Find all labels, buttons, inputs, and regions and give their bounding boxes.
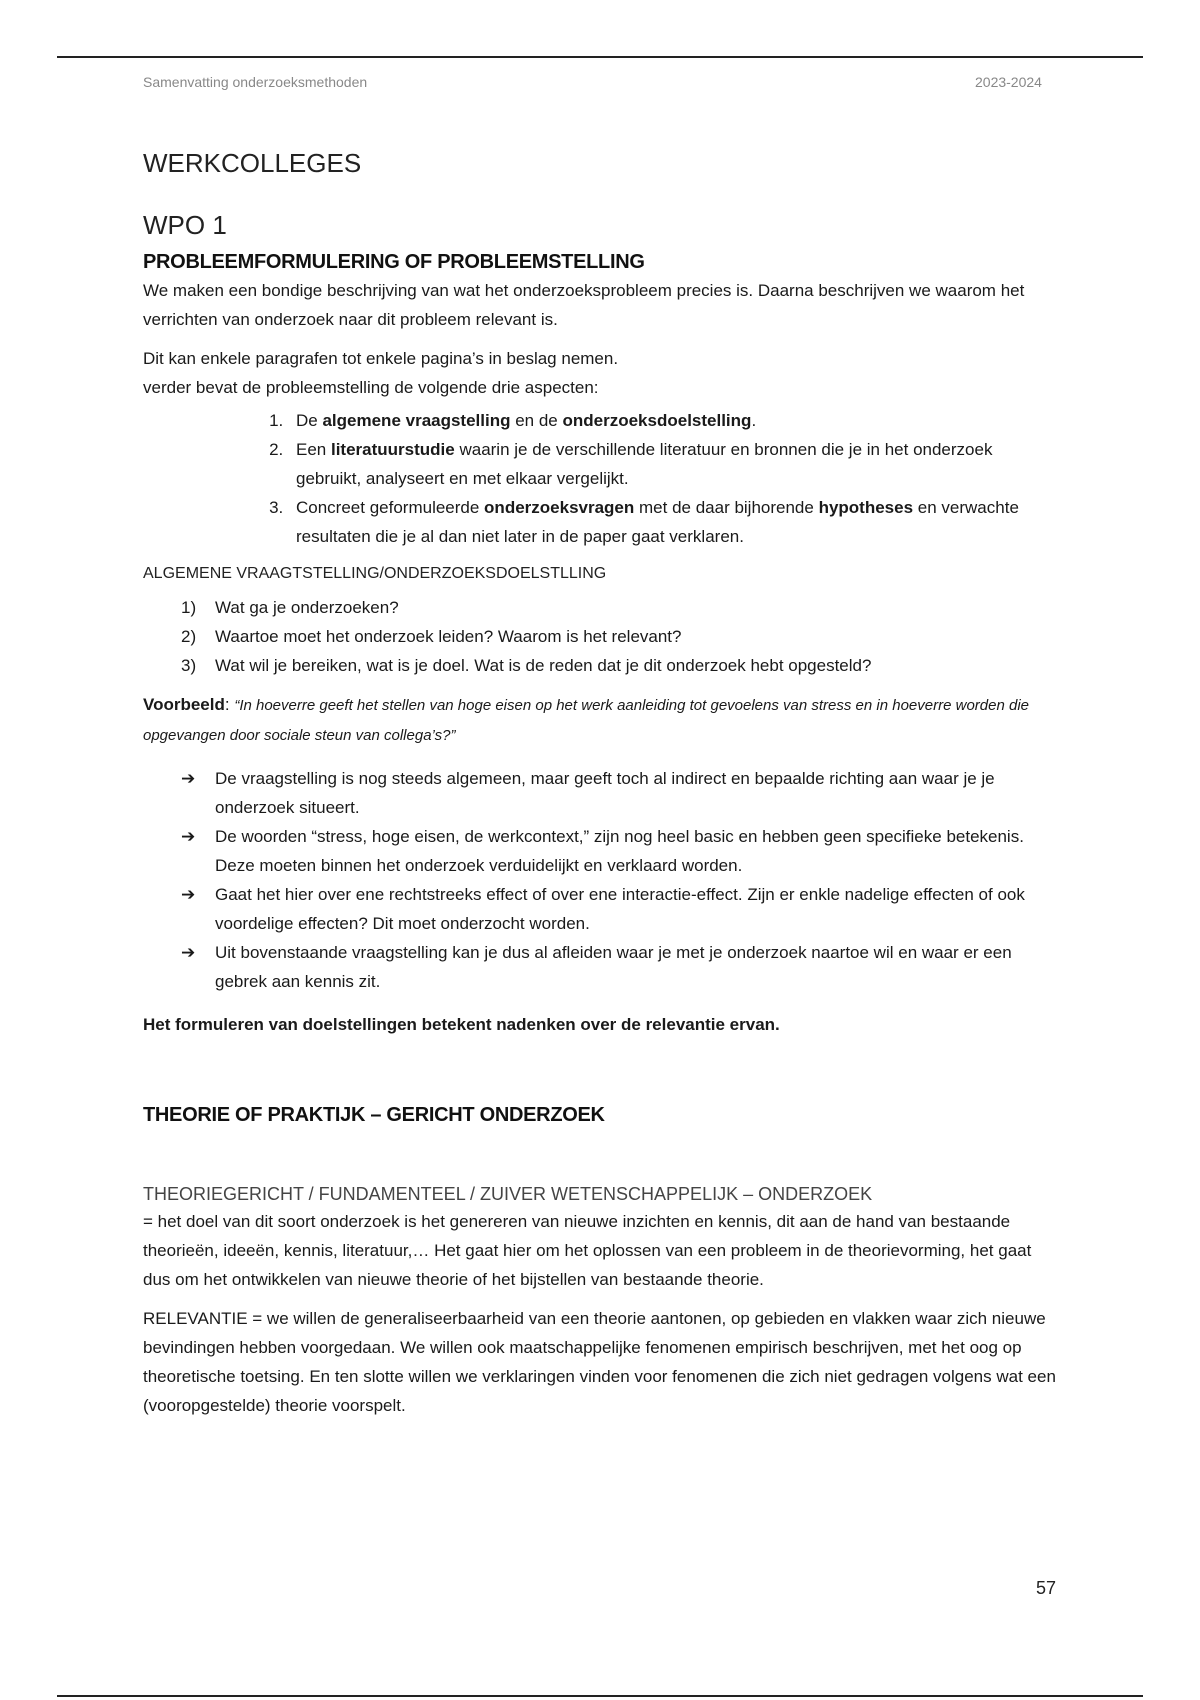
list-item: ➔ Uit bovenstaande vraagstelling kan je dus al afleiden waar je met je onderzoek naartoe wil en waar er een gebrek aan kennis zit. bbox=[181, 938, 1058, 996]
example-quote: “In hoeverre geeft het stellen van hoge eisen op het werk aanleiding tot gevoelens van stress en in hoeverre worden die opgevangen door sociale steun van collega’s?” bbox=[143, 697, 1029, 744]
top-rule bbox=[57, 56, 1143, 58]
page-content bbox=[143, 146, 1058, 1420]
example-block: Voorbeeld: “In hoeverre geeft het stellen van hoge eisen op het werk aanleiding tot gevoelens van stress en in hoeverre worden die opgevangen door sociale steun van collega’s?” bbox=[143, 695, 1029, 744]
list-item: 2. Een literatuurstudie waarin je de verschillende literatuur en bronnen die je in het onderzoek gebruikt, analyseert en met elkaar vergelijkt. bbox=[288, 435, 1058, 493]
arrow-icon: ➔ bbox=[181, 885, 196, 904]
general-question-heading: ALGEMENE VRAAGTSTELLING/ONDERZOEKSDOELSTLLING bbox=[143, 565, 607, 582]
list-item: ➔ De woorden “stress, hoge eisen, de werkcontext,” zijn nog heel basic en hebben geen specifieke betekenis. Deze moeten binnen het onderzoek verduidelijkt en verklaard worden. bbox=[181, 822, 1058, 880]
arrow-icon: ➔ bbox=[181, 827, 196, 846]
list-item: 2) Waartoe moet het onderzoek leiden? Waarom is het relevant? bbox=[181, 627, 682, 646]
section-title: WPO 1 bbox=[143, 210, 227, 240]
conclusion-line: Het formuleren van doelstellingen betekent nadenken over de relevantie ervan. bbox=[143, 1015, 780, 1034]
example-label: Voorbeeld bbox=[143, 695, 225, 714]
problem-length-line2: verder bevat de probleemstelling de volgende drie aspecten: bbox=[143, 378, 599, 397]
list-item: ➔ De vraagstelling is nog steeds algemeen, maar geeft toch al indirect en bepaalde richting aan waar je je onderzoek situeert. bbox=[181, 764, 1058, 822]
list-item: 1. De algemene vraagstelling en de onderzoeksdoelstelling. bbox=[288, 406, 1058, 435]
theory-definition: = het doel van dit soort onderzoek is het genereren van nieuwe inzichten en kennis, dit aan de hand van bestaande theorieën, ideeën, kennis, literatuur,… Het gaat hier om het oplossen van een probleem in de theorievorming, het gaat dus om het ontwikkelen van nieuwe theorie of het bijstellen van bestaande theorie. bbox=[143, 1212, 1032, 1289]
problem-length-line1: Dit kan enkele paragrafen tot enkele pagina’s in beslag nemen. bbox=[143, 349, 619, 368]
list-item: 1) Wat ga je onderzoeken? bbox=[181, 598, 399, 617]
questions-list bbox=[143, 593, 1058, 680]
arrow-list bbox=[143, 764, 1058, 996]
problem-length-note bbox=[143, 344, 1058, 402]
list-item: 3) Wat wil je bereiken, wat is je doel. Wat is de reden dat je dit onderzoek hebt opgesteld? bbox=[181, 656, 872, 675]
page-number: 57 bbox=[1036, 1578, 1057, 1598]
problem-heading: PROBLEEMFORMULERING OF PROBLEEMSTELLING bbox=[143, 251, 645, 273]
list-item: ➔ Gaat het hier over ene rechtstreeks effect of over ene interactie-effect. Zijn er enkle nadelige effecten of ook voordelige effecten? Dit moet onderzocht worden. bbox=[181, 880, 1058, 938]
running-header-year: 2023-2024 bbox=[975, 74, 1042, 90]
theory-practice-heading: THEORIE OF PRAKTIJK – GERICHT ONDERZOEK bbox=[143, 1104, 605, 1126]
aspects-list bbox=[143, 406, 1058, 551]
bottom-rule bbox=[57, 1695, 1143, 1697]
problem-intro: We maken een bondige beschrijving van wat het onderzoeksprobleem precies is. Daarna beschrijven we waarom het verrichten van onderzoek naar dit probleem relevant is. bbox=[143, 281, 1025, 329]
running-header-title: Samenvatting onderzoeksmethoden bbox=[143, 74, 368, 90]
list-item: 3. Concreet geformuleerde onderzoeksvragen met de daar bijhorende hypotheses en verwachte resultaten die je al dan niet later in de paper gaat verklaren. bbox=[288, 493, 1058, 551]
page-title: WERKCOLLEGES bbox=[143, 148, 362, 178]
relevance-paragraph: RELEVANTIE = we willen de generaliseerbaarheid van een theorie aantonen, op gebieden en vlakken waar zich nieuwe bevindingen hebben voorgedaan. We willen ook maatschappelijke fenomenen empirisch beschrijven, met het oog op theoretische toetsing. En ten slotte willen we verklaringen vinden voor fenomenen die zich niet gedragen volgens wat een (vooropgestelde) theorie voorspelt. bbox=[143, 1309, 1056, 1415]
arrow-icon: ➔ bbox=[181, 943, 196, 962]
arrow-icon: ➔ bbox=[181, 769, 196, 788]
theory-research-heading: THEORIEGERICHT / FUNDAMENTEEL / ZUIVER WETENSCHAPPELIJK – ONDERZOEK bbox=[143, 1184, 873, 1204]
